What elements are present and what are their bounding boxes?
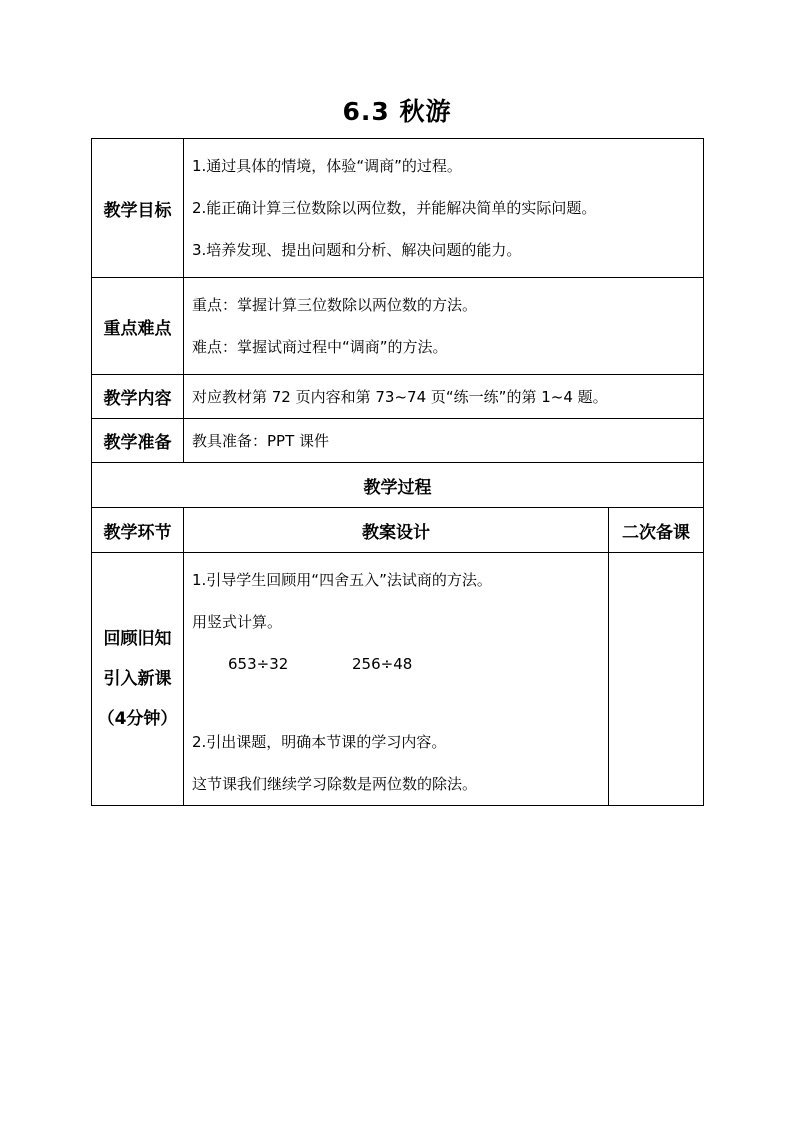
process-header-row bbox=[92, 463, 704, 508]
stage-row bbox=[92, 553, 704, 806]
calculation-b: 256÷48 bbox=[352, 655, 413, 673]
stage-step-1: 1.引导学生回顾用“四舍五入”法试商的方法。 bbox=[192, 571, 492, 589]
second-prep-cell bbox=[609, 553, 704, 806]
calculation-a: 653÷32 bbox=[228, 655, 289, 673]
process-header: 教学过程 bbox=[92, 463, 704, 508]
calculation-line bbox=[192, 643, 608, 685]
stage-conclusion: 这节课我们继续学习除数是两位数的除法。 bbox=[192, 775, 478, 793]
stage-label-line: 引入新课 bbox=[103, 669, 172, 689]
content-text: 对应教材第 72 页内容和第 73~74 页“练一练”的第 1~4 题。 bbox=[184, 375, 704, 419]
preparation-text: 教具准备：PPT 课件 bbox=[184, 419, 704, 463]
page-title: 6.3 秋游 bbox=[342, 97, 452, 126]
goal-item: 2.能正确计算三位数除以两位数，并能解决简单的实际问题。 bbox=[192, 199, 597, 217]
keypoints-label: 重点难点 bbox=[92, 278, 184, 375]
goal-item: 1.通过具体的情境，体验“调商”的过程。 bbox=[192, 157, 462, 175]
column-header-second-prep: 二次备课 bbox=[609, 508, 704, 553]
goals-row bbox=[92, 139, 704, 278]
stage-design bbox=[184, 553, 609, 806]
keypoints-content bbox=[184, 278, 704, 375]
keypoints-row bbox=[92, 278, 704, 375]
process-columns-row bbox=[92, 508, 704, 553]
keypoint-item: 重点：掌握计算三位数除以两位数的方法。 bbox=[192, 296, 478, 314]
blank-space bbox=[192, 685, 608, 721]
goals-label: 教学目标 bbox=[92, 139, 184, 278]
stage-label bbox=[92, 553, 184, 806]
preparation-row bbox=[92, 419, 704, 463]
preparation-label: 教学准备 bbox=[92, 419, 184, 463]
stage-label-line: 回顾旧知 bbox=[103, 629, 172, 649]
stage-instruction: 用竖式计算。 bbox=[192, 613, 283, 631]
content-row bbox=[92, 375, 704, 419]
keypoint-item: 难点：掌握试商过程中“调商”的方法。 bbox=[192, 338, 448, 356]
content-label: 教学内容 bbox=[92, 375, 184, 419]
stage-label-line: （4分钟） bbox=[97, 709, 178, 729]
stage-step-2: 2.引出课题，明确本节课的学习内容。 bbox=[192, 733, 447, 751]
goal-item: 3.培养发现、提出问题和分析、解决问题的能力。 bbox=[192, 241, 522, 259]
goals-content bbox=[184, 139, 704, 278]
lesson-plan-table bbox=[91, 138, 704, 806]
column-header-stage: 教学环节 bbox=[92, 508, 184, 553]
column-header-design: 教案设计 bbox=[184, 508, 609, 553]
